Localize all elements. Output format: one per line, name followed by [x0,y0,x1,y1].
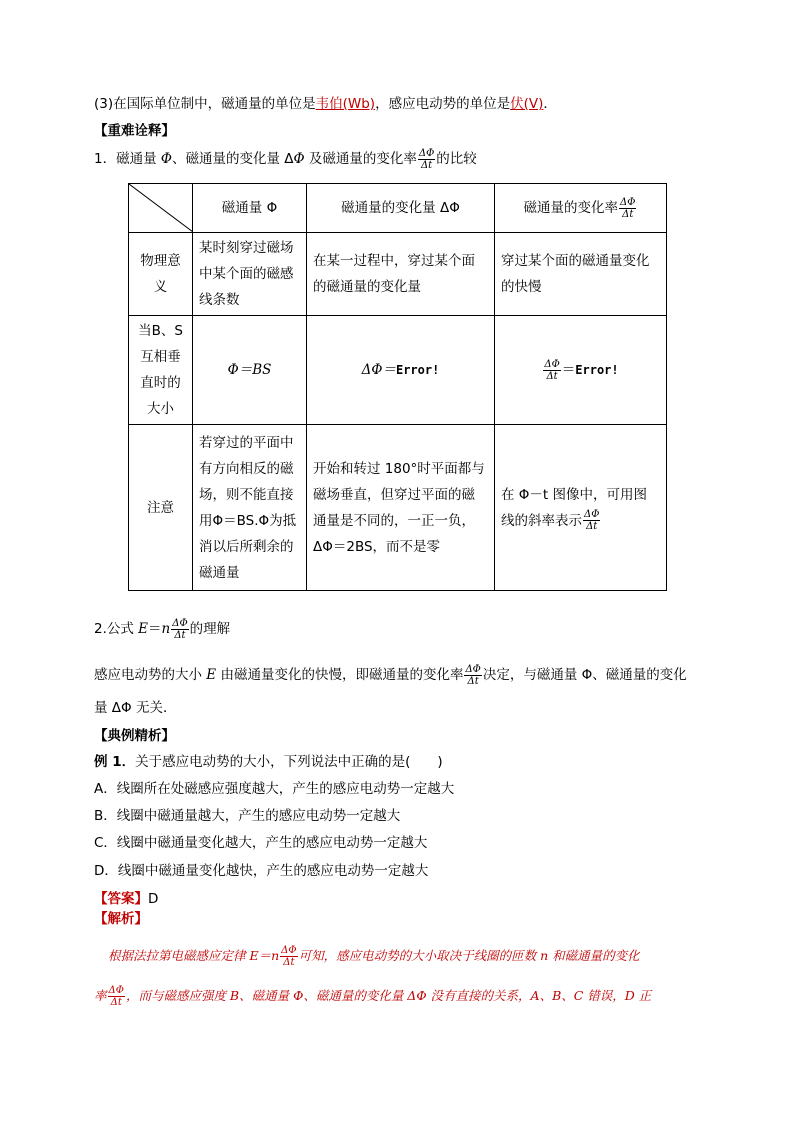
row-label: 当B、S互相垂直时的大小 [129,316,193,425]
table-cell: ΔΦ＝Error! [307,316,495,425]
answer-line: 【答案】D [94,891,159,907]
item-2-title: 2.公式 E＝n $\frac{\Delta\Phi}{\Delta t}$ 的理解 [94,617,231,641]
analysis-line-1: 根据法拉第电磁感应定律 E＝n $\frac{\Delta\Phi}{\Delta t}$ 可知，感应电动势的大小取决于线圈的匝数 n 和磁通量的变化 [108,945,640,968]
error-text: Error! [395,363,440,377]
table-row [129,316,667,425]
rate-fraction: $\frac{\Delta\Phi}{\Delta t}$ [418,147,435,171]
analysis-text [94,936,702,1016]
section-heading-examples: 【典例精析】 [94,728,175,744]
table-row [129,233,667,316]
diagonal-line [129,184,193,232]
header-flux: 磁通量 Φ [193,184,307,233]
table-cell: 某时刻穿过磁场中某个面的磁感线条数 [193,233,307,316]
table-cell: 开始和转过 180°时平面都与磁场垂直，但穿过平面的磁通量是不同的，一正一负，ΔΦ＝2BS，而不是零 [307,425,495,591]
table-cell: 在某一过程中，穿过某个面的磁通量的变化量 [307,233,495,316]
option-d: D．线圈中磁通量变化越快，产生的感应电动势一定越大 [94,863,429,879]
analysis-heading: 【解析】 [94,911,148,927]
row-label: 物理意义 [129,233,193,316]
error-text: Error! [575,363,619,377]
header-flux-rate: 磁通量的变化率 $\frac{\Delta\Phi}{\Delta t}$ [495,184,667,233]
explanation-line-1: 感应电动势的大小 E 由磁通量变化的快慢，即磁通量的变化率 $\frac{\Delta\Phi}{\Delta t}$ 决定，与磁通量 Φ、磁通量的变化 [94,663,687,687]
option-a: A．线圈所在处磁感应强度越大，产生的感应电动势一定越大 [94,781,455,797]
table-cell: 穿过某个面的磁通量变化的快慢 [495,233,667,316]
row-label: 注意 [129,425,193,591]
analysis-line-2: 率 $\frac{\Delta\Phi}{\Delta t}$ ，而与磁感应强度 B、磁通量 Φ、磁通量的变化量 ΔΦ 没有直接的关系，A、B、C 错误，D 正 [94,985,652,1008]
header-flux-change: 磁通量的变化量 ΔΦ [307,184,495,233]
table-cell: Φ＝BS [193,316,307,425]
section-heading-key-points: 【重难诠释】 [94,123,175,139]
table-header-row [129,184,667,233]
item-1-title: 1．磁通量 Φ、磁通量的变化量 ΔΦ 及磁通量的变化率 $\frac{\Delta\Phi}{\Delta t}$ 的比较 [94,147,477,171]
option-b: B．线圈中磁通量越大，产生的感应电动势一定越大 [94,808,401,824]
table-cell: 若穿过的平面中有方向相反的磁场，则不能直接用Φ＝BS.Φ为抵消以后所剩余的磁通量 [193,425,307,591]
comparison-table [128,183,667,591]
unit-line: (3)在国际单位制中，磁通量的单位是韦伯(Wb)，感应电动势的单位是伏(V)． [94,96,557,112]
table-cell: 在 Φ－t 图像中，可用图线的斜率表示 $\frac{\Delta\Phi}{\Delta t}$ [495,425,667,591]
unit-volt: 伏(V) [510,96,544,112]
option-c: C．线圈中磁通量变化越大，产生的感应电动势一定越大 [94,835,428,851]
explanation-line-2: 量 ΔΦ 无关． [94,700,177,716]
table-cell: $\frac{\Delta\Phi}{\Delta t}$ ＝Error! [495,316,667,425]
table-row [129,425,667,591]
diagonal-corner-cell [129,184,193,233]
unit-weber: 韦伯(Wb) [315,96,376,112]
example-stem: 例 1．关于感应电动势的大小，下列说法中正确的是( ) [94,754,443,770]
